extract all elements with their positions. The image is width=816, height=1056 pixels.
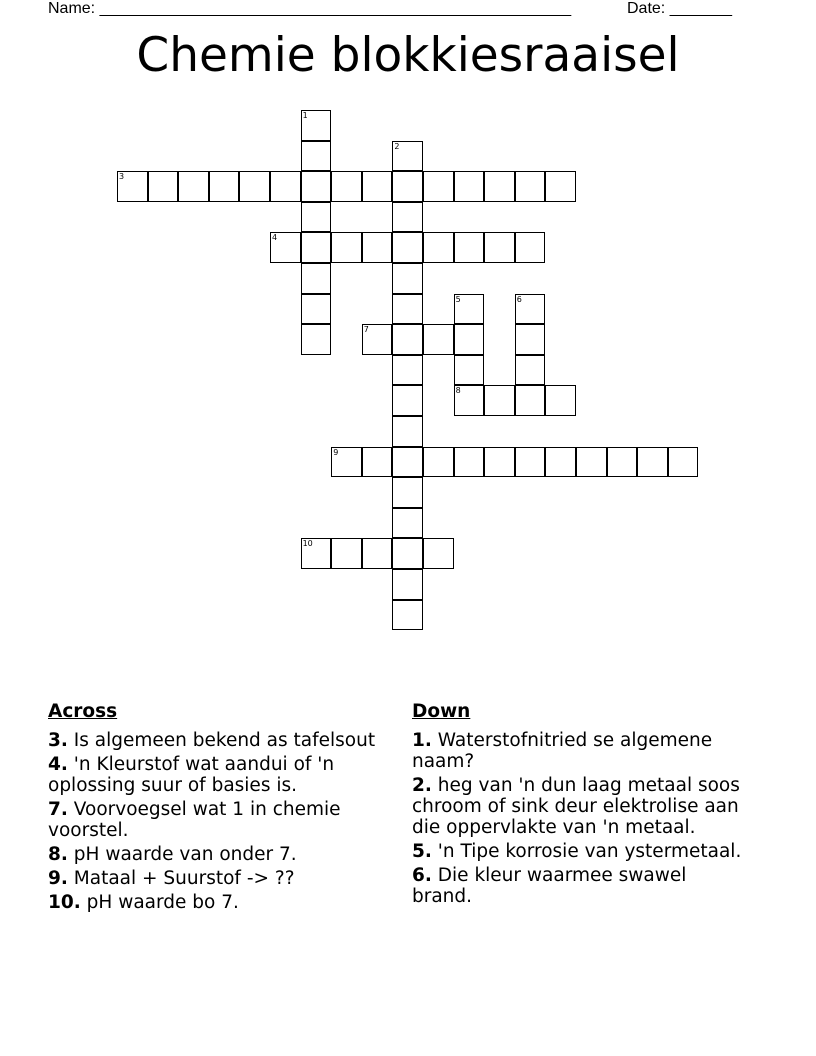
cell-number: 8 [455,386,461,396]
grid-cell[interactable] [484,385,515,416]
clue-text: pH waarde van onder 7. [73,844,297,865]
grid-cell[interactable] [301,171,332,202]
grid-cell[interactable] [515,324,546,355]
grid-cell[interactable] [301,263,332,294]
grid-cell[interactable] [301,294,332,325]
grid-cell[interactable] [423,538,454,569]
cell-number: 5 [455,294,461,304]
grid-cell[interactable] [454,171,485,202]
grid-cell[interactable] [392,447,423,478]
cell-number: 4 [272,233,278,243]
clue-number: 2. [412,775,432,796]
clue-across-7 [48,799,378,841]
grid-cell[interactable] [484,171,515,202]
grid-cell[interactable] [392,569,423,600]
cell-number: 7 [363,325,369,335]
grid-cell[interactable] [392,294,423,325]
grid-cell[interactable] [454,385,485,416]
cell-number: 3 [119,172,125,182]
across-clues [48,701,378,916]
clue-number: 7. [48,799,68,820]
grid-cell[interactable] [392,141,423,172]
grid-cell[interactable] [331,171,362,202]
cell-number: 6 [516,294,522,304]
grid-cell[interactable] [454,294,485,325]
clue-number: 4. [48,754,68,775]
grid-cell[interactable] [239,171,270,202]
grid-cell[interactable] [148,171,179,202]
grid-cell[interactable] [423,171,454,202]
grid-cell[interactable] [576,447,607,478]
grid-cell[interactable] [454,355,485,386]
clue-text: Die kleur waarmee swawel brand. [412,865,687,907]
grid-cell[interactable] [515,447,546,478]
grid-cell[interactable] [362,447,393,478]
grid-cell[interactable] [392,600,423,631]
grid-cell[interactable] [392,508,423,539]
clue-text: Mataal + Suurstof -> ?? [73,868,295,889]
grid-cell[interactable] [392,324,423,355]
grid-cell[interactable] [545,385,576,416]
down-clues [412,701,752,910]
grid-cell[interactable] [392,538,423,569]
grid-cell[interactable] [607,447,638,478]
cell-number: 10 [302,539,313,549]
clue-number: 9. [48,868,68,889]
grid-cell[interactable] [117,171,148,202]
clue-number: 8. [48,844,68,865]
grid-cell[interactable] [209,171,240,202]
grid-cell[interactable] [392,232,423,263]
grid-cell[interactable] [178,171,209,202]
grid-cell[interactable] [301,110,332,141]
clue-down-5 [412,841,752,862]
cell-number: 2 [394,141,400,151]
clue-number: 1. [412,730,432,751]
clue-text: 'n Tipe korrosie van ystermetaal. [437,841,742,862]
grid-cell[interactable] [362,171,393,202]
name-field: Name: _____________________________________________________ [48,0,572,17]
grid-cell[interactable] [392,477,423,508]
grid-cell[interactable] [392,355,423,386]
clue-across-8 [48,844,378,865]
down-heading: Down [412,701,471,722]
clue-across-3 [48,730,378,751]
clue-text: pH waarde bo 7. [86,892,239,913]
grid-cell[interactable] [454,447,485,478]
grid-cell[interactable] [515,171,546,202]
grid-cell[interactable] [392,416,423,447]
grid-cell[interactable] [301,141,332,172]
clue-text: 'n Kleurstof wat aandui of 'n oplossing suur of basies is. [48,754,335,796]
clue-text: Waterstofnitried se algemene naam? [412,730,713,772]
grid-cell[interactable] [545,171,576,202]
grid-cell[interactable] [301,538,332,569]
grid-cell[interactable] [454,324,485,355]
clue-across-4 [48,754,378,796]
clue-across-10 [48,892,378,913]
across-heading: Across [48,701,118,722]
grid-cell[interactable] [423,232,454,263]
grid-cell[interactable] [484,447,515,478]
clue-number: 10. [48,892,81,913]
grid-cell[interactable] [331,538,362,569]
clue-text: heg van 'n dun laag metaal soos chroom of sink deur elektrolise aan die oppervlakte van 'n metaal. [412,775,740,838]
grid-cell[interactable] [392,202,423,233]
grid-cell[interactable] [668,447,699,478]
grid-cell[interactable] [515,355,546,386]
grid-cell[interactable] [362,538,393,569]
grid-cell[interactable] [515,232,546,263]
grid-cell[interactable] [423,447,454,478]
grid-cell[interactable] [301,202,332,233]
grid-cell[interactable] [454,232,485,263]
cell-number: 1 [302,111,308,120]
cell-number: 9 [333,447,339,457]
grid-cell[interactable] [301,324,332,355]
grid-cell[interactable] [331,232,362,263]
grid-cell[interactable] [637,447,668,478]
grid-cell[interactable] [392,385,423,416]
grid-cell[interactable] [270,232,301,263]
clue-down-6 [412,865,752,907]
grid-cell[interactable] [301,232,332,263]
clue-number: 5. [412,841,432,862]
clue-text: Is algemeen bekend as tafelsout [73,730,376,751]
grid-cell[interactable] [484,232,515,263]
page-title: Chemie blokkiesraaisel [136,28,680,83]
clue-number: 6. [412,865,432,886]
grid-cell[interactable] [545,447,576,478]
clue-down-2 [412,775,752,838]
grid-cell[interactable] [362,232,393,263]
clue-down-1 [412,730,752,772]
clue-number: 3. [48,730,68,751]
grid-cell[interactable] [392,263,423,294]
grid-cell[interactable] [331,447,362,478]
grid-cell[interactable] [270,171,301,202]
grid-cell[interactable] [515,385,546,416]
grid-cell[interactable] [362,324,393,355]
date-field: Date: _______ [627,0,732,17]
clue-across-9 [48,868,378,889]
grid-cell[interactable] [423,324,454,355]
clue-text: Voorvoegsel wat 1 in chemie voorstel. [48,799,341,841]
grid-cell[interactable] [515,294,546,325]
grid-cell[interactable] [392,171,423,202]
